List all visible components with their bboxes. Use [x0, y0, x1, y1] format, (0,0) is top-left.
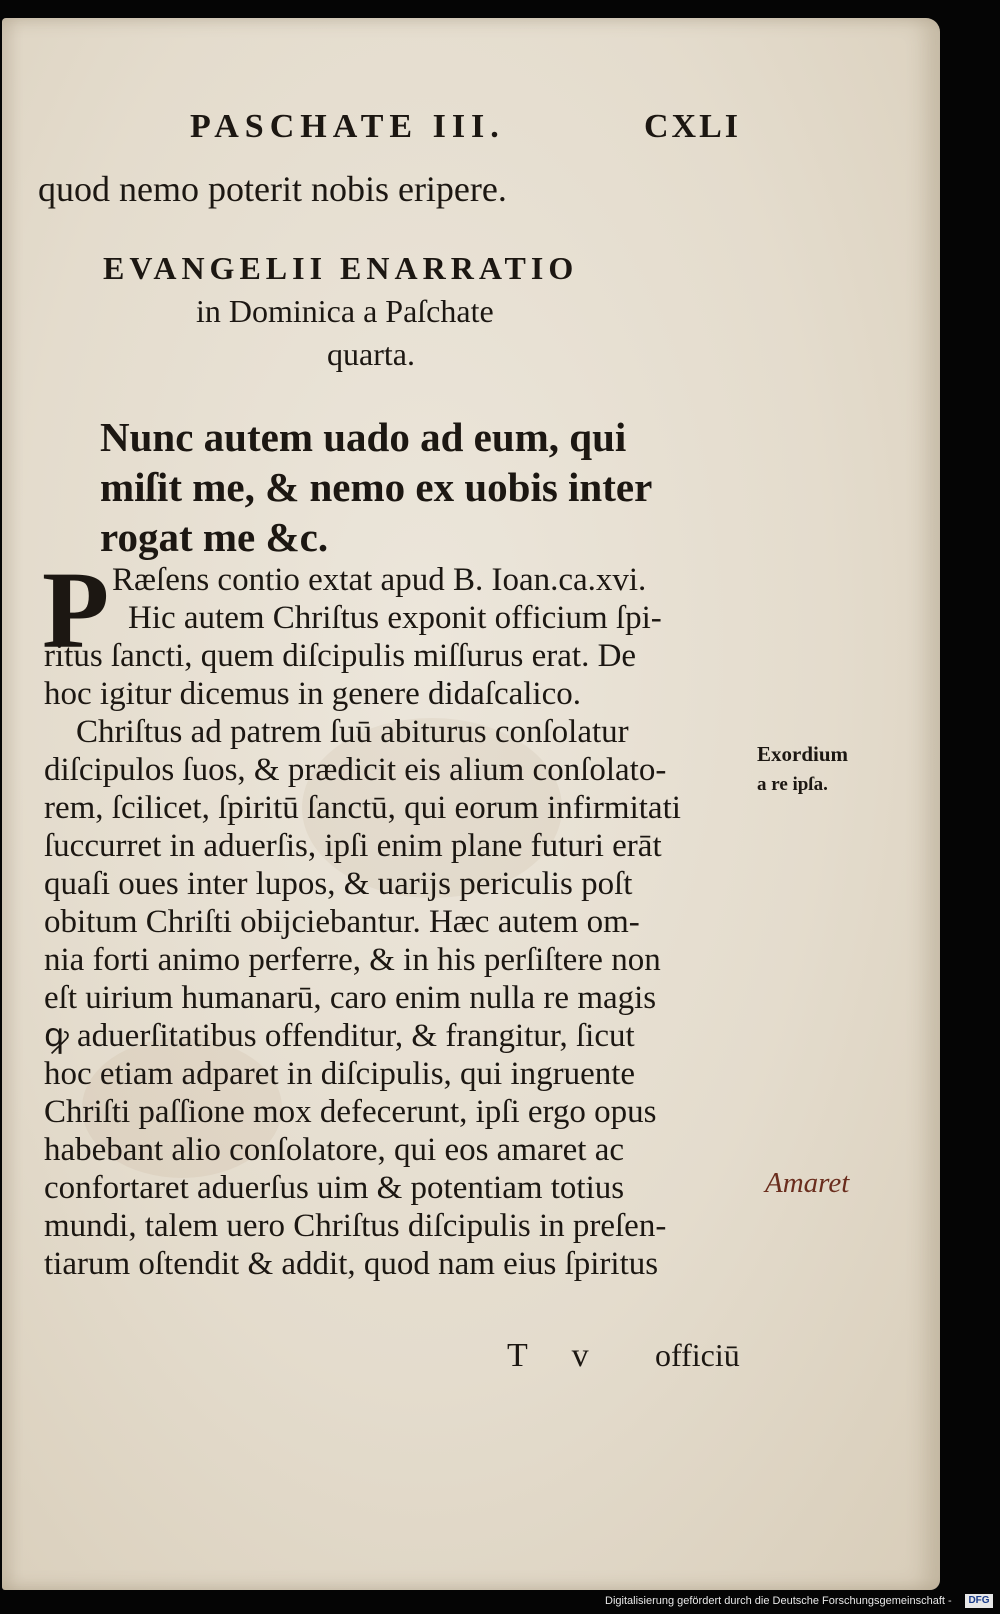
footer-credit: Digitalisierung gefördert durch die Deutsche Forschungsgemeinschaft -	[605, 1595, 952, 1607]
folio-number: CXLI	[644, 108, 742, 145]
section-subtitle: in Dominica a Paſchate	[196, 293, 494, 329]
body-line: nia forti animo perferre, & in his perſiſtere non	[44, 942, 661, 978]
handwritten-margin-note: Amaret	[765, 1167, 850, 1199]
signature-mark: T v	[507, 1337, 607, 1374]
drop-cap: P	[42, 549, 110, 671]
body-line: Hic autem Chriſtus exponit officium ſpi-	[128, 600, 662, 636]
body-line: Chriſtus ad patrem ſuū abiturus conſolatur	[76, 714, 629, 750]
body-line: diſcipulos ſuos, & prædicit eis alium conſolato-	[44, 752, 667, 788]
body-line: rem, ſcilicet, ſpiritū ſanctū, qui eorum infirmitati	[44, 790, 681, 826]
body-line: quaſi oues inter lupos, & uarijs periculis poſt	[44, 866, 633, 902]
section-subtitle-2: quarta.	[327, 336, 415, 372]
first-line: quod nemo poterit nobis eripere.	[38, 169, 507, 209]
body-line: hoc igitur dicemus in genere didaſcalico.	[44, 676, 581, 712]
body-line: Ræſens contio extat apud B. Ioan.ca.xvi.	[112, 562, 647, 598]
lead-verse-line: rogat me &c.	[100, 514, 329, 560]
body-line: tiarum oſtendit & addit, quod nam eius ſpiritus	[44, 1246, 659, 1282]
margin-note: Exordium	[757, 742, 849, 766]
body-line: Chriſti paſſione mox defecerunt, ipſi ergo opus	[44, 1094, 657, 1130]
body-line: hoc etiam adparet in diſcipulis, qui ingruente	[44, 1056, 636, 1092]
section-title: EVANGELII ENARRATIO	[103, 250, 579, 286]
dfg-logo-icon: DFG	[965, 1594, 993, 1608]
body-line: ꝙ aduerſitatibus offenditur, & frangitur, ſicut	[44, 1018, 635, 1054]
margin-note: a re ipſa.	[757, 774, 828, 795]
body-line: ritus ſancti, quem diſcipulis miſſurus erat. De	[44, 638, 637, 674]
body-line: mundi, talem uero Chriſtus diſcipulis in preſen-	[44, 1208, 667, 1244]
running-head: PASCHATE III.	[190, 108, 505, 145]
body-line: ſuccurret in aduerſis, ipſi enim plane futuri erāt	[44, 828, 662, 864]
lead-verse-line: Nunc autem uado ad eum, qui	[100, 414, 627, 460]
catchword: officiū	[655, 1337, 740, 1373]
body-line: obitum Chriſti obijciebantur. Hæc autem om-	[44, 904, 640, 940]
lead-verse-line: miſit me, & nemo ex uobis inter	[100, 464, 653, 510]
body-line: eſt uirium humanarū, caro enim nulla re magis	[44, 980, 657, 1016]
body-line: confortaret aduerſus uim & potentiam totius	[44, 1170, 625, 1206]
body-line: habebant alio conſolatore, qui eos amaret ac	[44, 1132, 624, 1168]
